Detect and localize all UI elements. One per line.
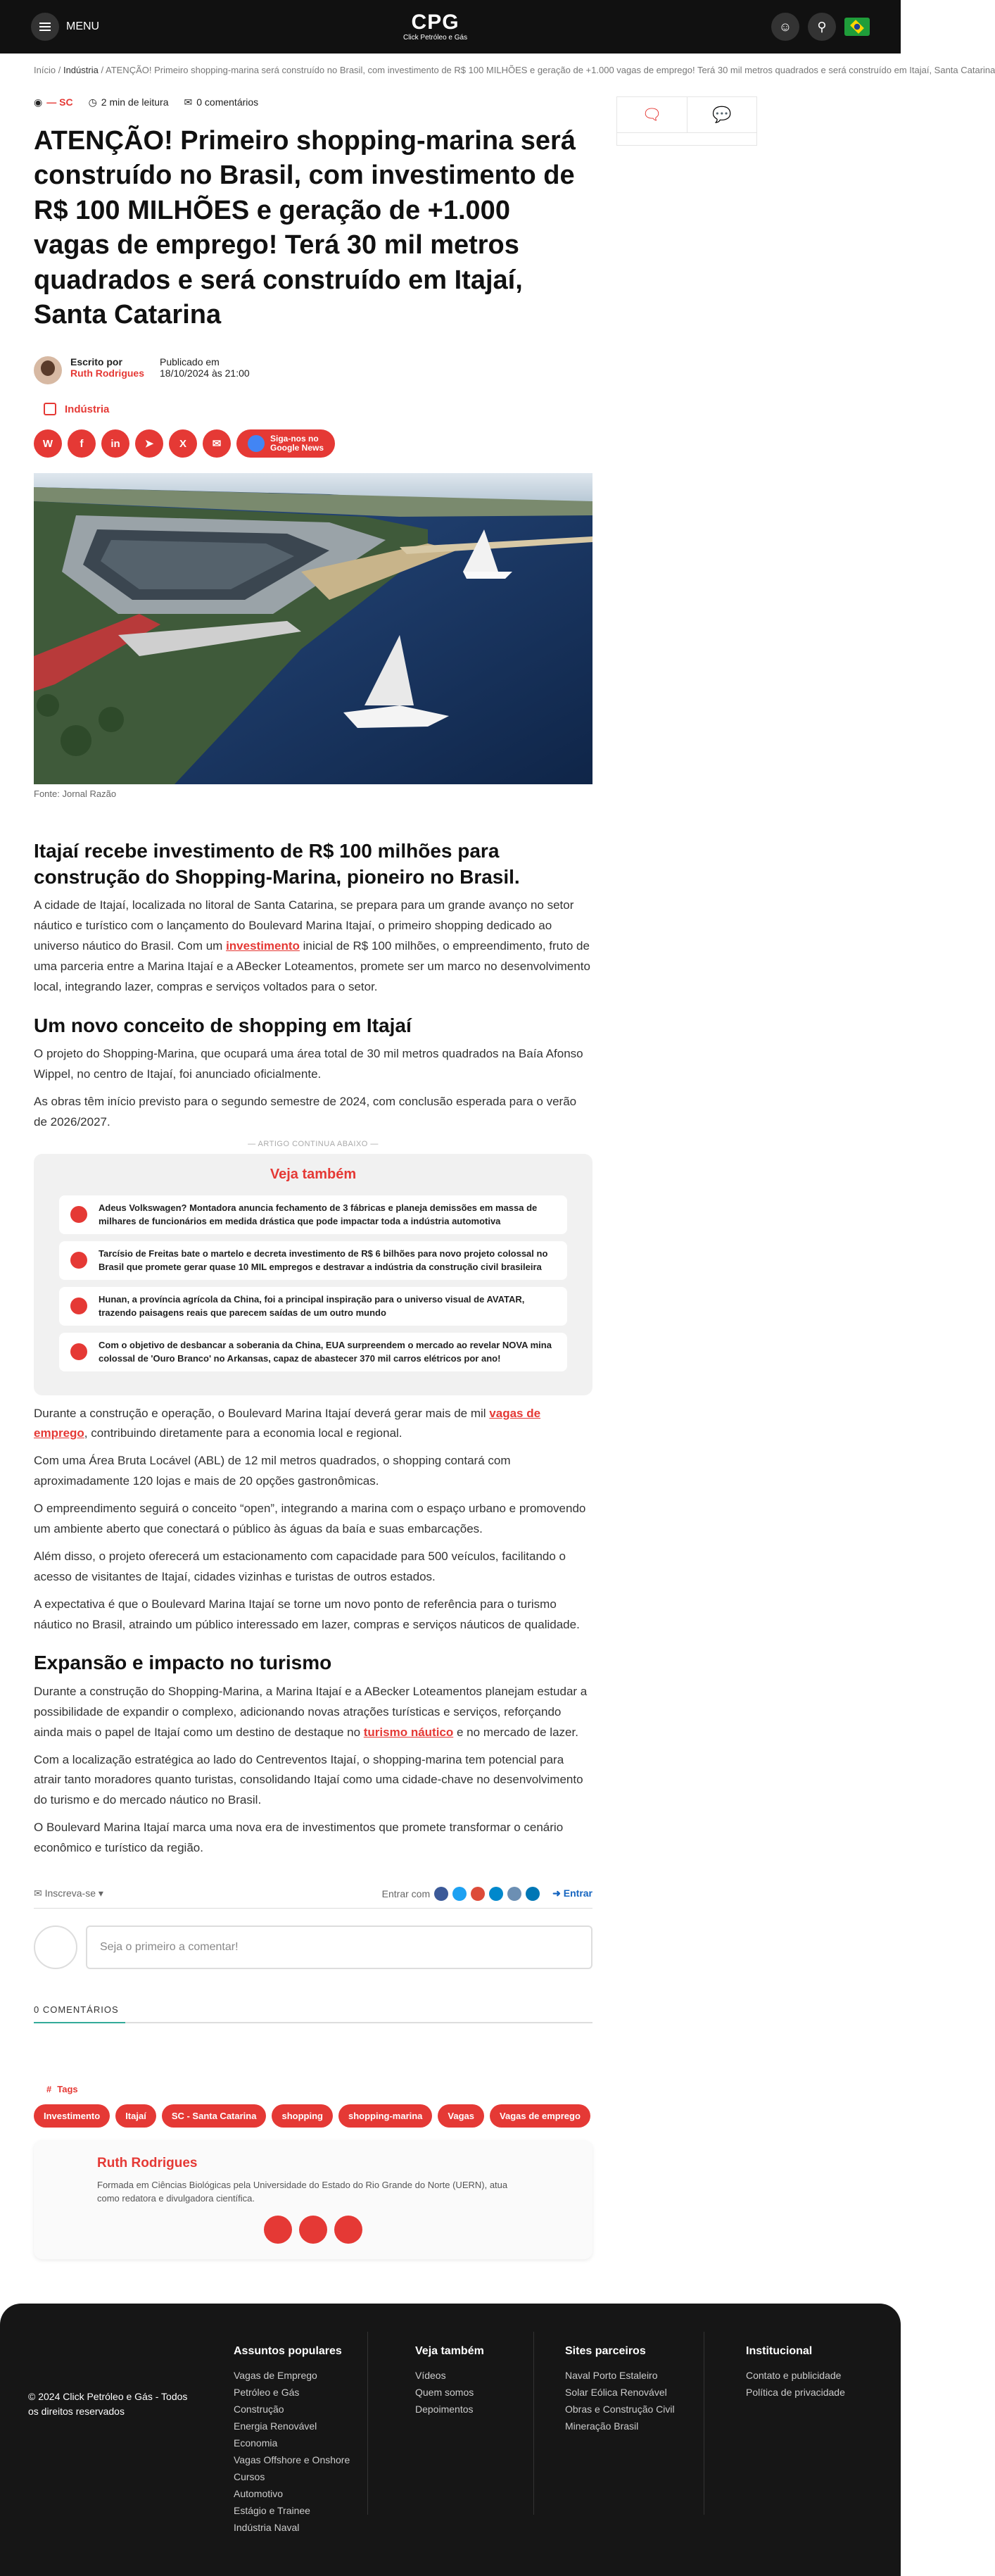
top-navbar <box>0 0 901 54</box>
category-link[interactable] <box>44 403 592 415</box>
ad-note: — ARTIGO CONTINUA ABAIXO — <box>248 1139 379 1148</box>
copyright: © 2024 Click Petróleo e Gás - Todos os direitos reservados <box>28 2391 188 2417</box>
location-icon: ◉ <box>34 96 43 108</box>
tag[interactable]: Investimento <box>34 2104 110 2128</box>
inline-link-investimento[interactable]: investimento <box>226 938 300 953</box>
avatar[interactable] <box>34 356 62 384</box>
bullet-icon <box>70 1206 87 1223</box>
footer-link[interactable]: Vagas de Emprego <box>234 2370 317 2381</box>
google-news-button[interactable] <box>236 429 335 458</box>
page-title: ATENÇÃO! Primeiro shopping-marina será construído no Brasil, com investimento de R$ 100 MILHÕES e geração de +1.000 vagas de emprego! Terá 30 mil metros quadrados e será construído em Itajaí, Santa Catarina <box>34 126 576 329</box>
footer-col-see-also: Veja também Vídeos Quem somos Depoimentos <box>415 2343 484 2418</box>
bullet-icon <box>70 1252 87 1269</box>
comments-count-tab[interactable]: 0 COMENTÁRIOS <box>34 2004 592 2023</box>
social-icon[interactable] <box>334 2216 362 2244</box>
breadcrumb-home[interactable]: Início <box>34 65 56 75</box>
footer-link[interactable]: Naval Porto Estaleiro <box>565 2370 658 2381</box>
social-icon[interactable] <box>299 2216 327 2244</box>
subscribe-dropdown[interactable]: ✉ Inscreva-se ▾ <box>34 1887 103 1899</box>
hamburger-icon[interactable] <box>31 13 59 41</box>
footer-link[interactable]: Depoimentos <box>415 2404 474 2415</box>
read-time: 2 min de leitura <box>101 96 169 108</box>
related-title: Veja também <box>270 1166 357 1182</box>
footer-link[interactable]: Obras e Construção Civil <box>565 2404 675 2415</box>
site-footer <box>0 2304 901 2576</box>
gnews-line2: Google News <box>270 443 324 453</box>
gnews-line1: Siga-nos no <box>270 434 319 444</box>
breadcrumb-sep: / <box>58 65 61 75</box>
footer-link[interactable]: Estágio e Trainee <box>234 2505 310 2516</box>
footer-divider <box>533 2332 534 2515</box>
footer-link[interactable]: Política de privacidade <box>746 2387 845 2398</box>
tag[interactable]: Vagas <box>438 2104 484 2128</box>
footer-link[interactable]: Contato e publicidade <box>746 2370 842 2381</box>
paragraph: O projeto do Shopping-Marina, que ocupará uma área total de 30 mil metros quadrados na Baía Afonso Wippel, no centro de Itajaí, foi anunciado oficialmente. <box>34 1046 583 1081</box>
social-icon[interactable] <box>264 2216 292 2244</box>
footer-col-partners: Sites parceiros Naval Porto Estaleiro Solar Eólica Renovável Obras e Construção Civil Mineração Brasil <box>565 2343 675 2434</box>
article-meta <box>34 96 592 108</box>
image-caption: Fonte: Jornal Razão <box>34 788 117 800</box>
commenter-avatar <box>34 1925 77 1969</box>
sidebar-divider <box>616 133 757 146</box>
related-box <box>34 1154 592 1395</box>
email-icon[interactable]: ✉ <box>203 429 231 458</box>
google-news-icon <box>248 435 265 452</box>
google-login-icon[interactable] <box>471 1887 485 1901</box>
menu-label: MENU <box>66 20 100 32</box>
breadcrumb <box>0 54 995 87</box>
related-item[interactable]: Hunan, a província agrícola da China, foi a principal inspiração para o universo visual de AVATAR, trazendo paisagens reais que parecem saídas de um outro mundo <box>59 1287 567 1326</box>
x-icon[interactable]: X <box>169 429 197 458</box>
facebook-login-icon[interactable] <box>434 1887 448 1901</box>
tag[interactable]: SC - Santa Catarina <box>162 2104 267 2128</box>
bullet-icon <box>70 1298 87 1314</box>
breadcrumb-category[interactable]: Indústria <box>63 65 99 75</box>
footer-link[interactable]: Solar Eólica Renovável <box>565 2387 667 2398</box>
tags-label: # Tags <box>46 2083 78 2094</box>
comment-count[interactable]: 0 comentários <box>196 96 259 108</box>
logo-subtitle: Click Petróleo e Gás <box>403 34 468 42</box>
related-item[interactable]: Tarcísio de Freitas bate o martelo e decreta investimento de R$ 6 bilhões para novo projeto colossal no Brasil que promete gerar quase 10 MIL empregos e destravar a indústria da construção civil brasileira <box>59 1241 567 1280</box>
footer-link[interactable]: Indústria Naval <box>234 2522 300 2533</box>
telegram-icon[interactable]: ➤ <box>135 429 163 458</box>
paragraph: A cidade de Itajaí, localizada no litoral de Santa Catarina, se prepara para um grande avanço no setor náutico e turístico com o lançamento do Boulevard Marina Itajaí, o primeiro shopping dedicado ao universo náutico do Brasil. Com um investimento inicial de R$ 100 milhões, o empreendimento, fruto de uma parceria entre a Marina Itajaí e a ABecker Loteamentos, promete ser um marco no desenvolvimento local, integrando lazer, compras e serviços voltados para o setor. <box>34 898 590 993</box>
footer-link[interactable]: Vagas Offshore e Onshore <box>234 2454 350 2465</box>
footer-divider <box>367 2332 368 2515</box>
section-heading-1: Itajaí recebe investimento de R$ 100 milhões para construção do Shopping-Marina, pioneiro no Brasil. <box>34 840 520 888</box>
paragraph: Durante a construção do Shopping-Marina, a Marina Itajaí e a ABecker Loteamentos planejam estudar a possibilidade de expandir o complexo, adicionando novas atrações turísticas e serviços, reforçando ainda mais o papel de Itajaí como um destino de destaque no turismo náutico e no mercado de lazer. <box>34 1684 588 1739</box>
footer-link[interactable]: Economia <box>234 2437 278 2449</box>
paragraph: Com a localização estratégica ao lado do Centreventos Itajaí, o shopping-marina tem potencial para atrair tanto moradores quanto turistas, consolidando Itajaí como uma cidade-chave no desenvolvimento do turismo e do mercado náutico no Brasil. <box>34 1752 583 1807</box>
bullet-icon <box>70 1343 87 1360</box>
category-label: Indústria <box>65 403 110 415</box>
footer-col-popular: Assuntos populares Vagas de Emprego Petróleo e Gás Construção Energia Renovável Economia Vagas Offshore e Onshore Cursos Automotivo Estágio e Trainee Indústria Naval <box>234 2343 350 2536</box>
menu-button[interactable] <box>31 13 99 41</box>
comment-form <box>34 1925 592 1969</box>
author-label: Escrito por <box>70 356 122 368</box>
paragraph: A expectativa é que o Boulevard Marina Itajaí se torne um novo ponto de referência para o turismo náutico no Brasil, atraindo um público interessado em lazer, compras e serviços náuticos de qualidade. <box>34 1597 580 1631</box>
paragraph: Além disso, o projeto oferecerá um estacionamento com capacidade para 500 veículos, facilitando o acesso de visitantes de Itajaí, cidades vizinhas e turistas de outros estados. <box>34 1549 566 1583</box>
share-bar <box>34 429 592 458</box>
breadcrumb-current: ATENÇÃO! Primeiro shopping-marina será construído no Brasil, com investimento de R$ 100 MILHÕES e geração de +1.000 vagas de emprego! Terá 30 mil metros quadrados e será construído em Itajaí, Santa Catarina <box>105 65 995 75</box>
telegram-login-icon[interactable] <box>489 1887 503 1901</box>
footer-link[interactable]: Vídeos <box>415 2370 446 2381</box>
footer-link[interactable]: Cursos <box>234 2471 265 2482</box>
brazil-flag-icon[interactable] <box>844 18 870 36</box>
comments-bubble-icon[interactable]: 🗨 <box>617 97 687 132</box>
disqus-login-icon[interactable] <box>507 1887 521 1901</box>
author-block <box>34 356 592 384</box>
author-bio <box>34 2140 592 2259</box>
whatsapp-icon[interactable]: W <box>34 429 62 458</box>
inline-link-turismo[interactable]: turismo náutico <box>363 1725 454 1739</box>
marina-render-illustration <box>34 473 592 784</box>
linkedin-icon[interactable]: in <box>101 429 129 458</box>
facebook-icon[interactable]: f <box>68 429 96 458</box>
logo-text: CPG <box>411 11 460 34</box>
author-name[interactable]: Ruth Rodrigues <box>70 367 144 379</box>
tag[interactable]: shopping-marina <box>338 2104 432 2128</box>
bio-name[interactable]: Ruth Rodrigues <box>97 2155 198 2170</box>
footer-link[interactable]: Energia Renovável <box>234 2420 317 2432</box>
footer-link[interactable]: Mineração Brasil <box>565 2420 639 2432</box>
bio-description: Formada em Ciências Biológicas pela Universidade do Estado do Rio Grande do Norte (UERN), atua como redatora e divulgadora científica. <box>97 2179 508 2204</box>
related-item[interactable]: Adeus Volkswagen? Montadora anuncia fechamento de 3 fábricas e planeja demissões em massa de milhares de funcionários em medida drástica que pode impactar toda a indústria automotiva <box>59 1195 567 1234</box>
related-item[interactable]: Com o objetivo de desbancar a soberania da China, EUA surpreendem o mercado ao revelar NOVA mina colossal de 'Ouro Branco' no Arkansas, capaz de abastecer 370 mil carros elétricos por ano! <box>59 1333 567 1371</box>
inline-link-vagas[interactable]: vagas de emprego <box>34 1406 541 1440</box>
site-logo[interactable] <box>403 12 467 42</box>
comment-input[interactable]: Seja o primeiro a comentar! <box>86 1925 592 1969</box>
paragraph: O Boulevard Marina Itajaí marca uma nova era de investimentos que promete transformar o cenário econômico e turístico da região. <box>34 1821 564 1855</box>
paragraph: Durante a construção e operação, o Boulevard Marina Itajaí deverá gerar mais de mil vagas de emprego, contribuindo diretamente para a economia local e regional. <box>34 1406 541 1440</box>
section-heading-3: Expansão e impacto no turismo <box>34 1652 332 1674</box>
breadcrumb-sep: / <box>101 65 104 75</box>
hash-icon: # <box>46 2083 52 2094</box>
paragraph: O empreendimento seguirá o conceito “open”, integrando a marina com o espaço urbano e promovendo um ambiente aberto que conectará o público às águas da baía e suas embarcações. <box>34 1502 586 1535</box>
footer-link[interactable]: Petróleo e Gás <box>234 2387 300 2398</box>
footer-link[interactable]: Automotivo <box>234 2488 284 2499</box>
published-label: Publicado em <box>160 356 220 368</box>
hero-image <box>34 473 592 784</box>
category-icon <box>44 403 56 415</box>
footer-link[interactable]: Construção <box>234 2404 284 2415</box>
published-date: 18/10/2024 às 21:00 <box>160 367 250 379</box>
comment-icon: ✉ <box>184 96 193 108</box>
twitter-login-icon[interactable] <box>452 1887 467 1901</box>
footer-col-institutional: Institucional Contato e publicidade Política de privacidade <box>746 2343 845 2401</box>
tag[interactable]: Vagas de emprego <box>490 2104 590 2128</box>
linkedin-login-icon[interactable] <box>526 1887 540 1901</box>
login-button[interactable]: ➜ Entrar <box>552 1887 592 1899</box>
paragraph: As obras têm início previsto para o segundo semestre de 2024, com conclusão esperada para o verão de 2026/2027. <box>34 1094 577 1129</box>
clock-icon: ◷ <box>88 96 97 108</box>
comments-toolbar <box>34 1887 592 1909</box>
tag[interactable]: Itajaí <box>115 2104 156 2128</box>
tag[interactable]: shopping <box>272 2104 333 2128</box>
section-heading-2: Um novo conceito de shopping em Itajaí <box>34 1014 412 1036</box>
user-icon[interactable]: ☺ <box>771 13 799 41</box>
search-icon[interactable]: ⚲ <box>808 13 836 41</box>
sidebar <box>616 96 757 146</box>
login-with-label: Entrar com <box>381 1887 431 1899</box>
location-text[interactable]: — SC <box>46 96 73 108</box>
footer-link[interactable]: Quem somos <box>415 2387 474 2398</box>
article-main <box>34 96 592 2259</box>
paragraph: Com uma Área Bruta Locável (ABL) de 12 mil metros quadrados, o shopping contará com aproximadamente 120 lojas e mais de 20 opções gastronômicas. <box>34 1454 511 1488</box>
tag-list <box>34 2104 592 2128</box>
chat-bubble-icon[interactable]: 💬 <box>712 106 732 123</box>
